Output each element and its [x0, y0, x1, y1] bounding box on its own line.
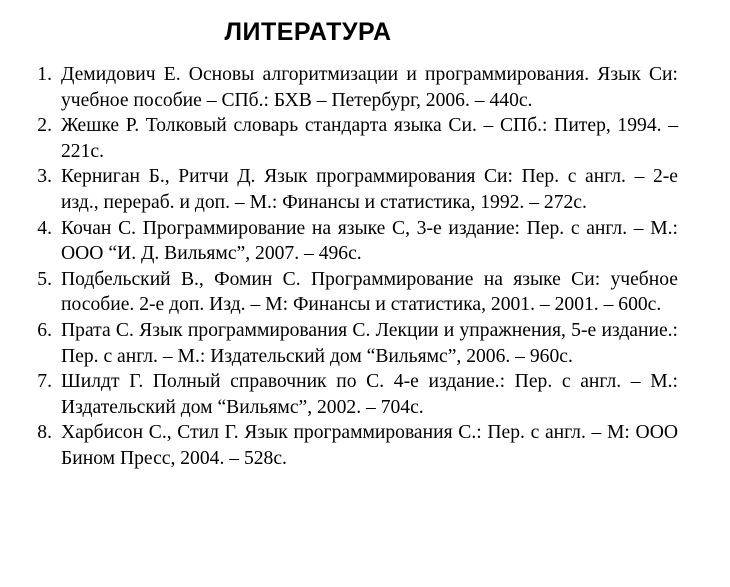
reference-number: 4. — [37, 217, 52, 239]
reference-list — [22, 62, 678, 472]
reference-text: Керниган Б., Ритчи Д. Язык программирования Си: Пер. с англ. – 2-е изд., перераб. и доп. – М.: Финансы и статистика, 1992. – 272с. — [61, 166, 678, 213]
reference-number: 6. — [37, 319, 52, 341]
reference-number: 1. — [37, 64, 52, 85]
reference-number: 8. — [37, 422, 52, 444]
reference-item — [22, 369, 678, 420]
reference-number: 5. — [37, 268, 52, 290]
reference-text: Шилдт Г. Полный справочник по С. 4-е издание.: Пер. с англ. – М.: Издательский дом “Вильямс”, 2002. – 704с. — [61, 371, 678, 418]
reference-text: Демидович Е. Основы алгоритмизации и программирования. Язык Си: учебное пособие – СПб.: БХВ – Петербург, 2006. – 440с. — [61, 64, 678, 111]
reference-item — [22, 164, 678, 215]
reference-number: 3. — [37, 166, 52, 188]
reference-item — [22, 318, 678, 369]
page-title: ЛИТЕРАТУРА — [224, 18, 392, 46]
reference-text: Прата С. Язык программирования С. Лекции и упражнения, 5-е издание.: Пер. с англ. – М.: Издательский дом “Вильямс”, 2006. – 960с. — [61, 319, 678, 367]
reference-number: 7. — [37, 371, 52, 393]
reference-item — [22, 216, 678, 267]
reference-item — [22, 267, 678, 318]
reference-number: 2. — [37, 115, 52, 137]
reference-item — [22, 62, 678, 113]
reference-text: Подбельский В., Фомин С. Программирование на языке Си: учебное пособие. 2-е доп. Изд. – М: Финансы и статистика, 2001. – 2001. – 600с. — [61, 268, 678, 316]
reference-item — [22, 420, 678, 471]
reference-item — [22, 113, 678, 164]
reference-text: Жешке Р. Толковый словарь стандарта языка Си. – СПб.: Питер, 1994. – 221с. — [61, 115, 678, 162]
reference-text: Кочан С. Программирование на языке С, 3-е издание: Пер. с англ. – М.: ООО “И. Д. Вильямс”, 2007. – 496с. — [61, 217, 678, 265]
reference-text: Харбисон С., Стил Г. Язык программирования С.: Пер. с англ. – М: ООО Бином Пресс, 2004. – 528с. — [61, 422, 678, 469]
